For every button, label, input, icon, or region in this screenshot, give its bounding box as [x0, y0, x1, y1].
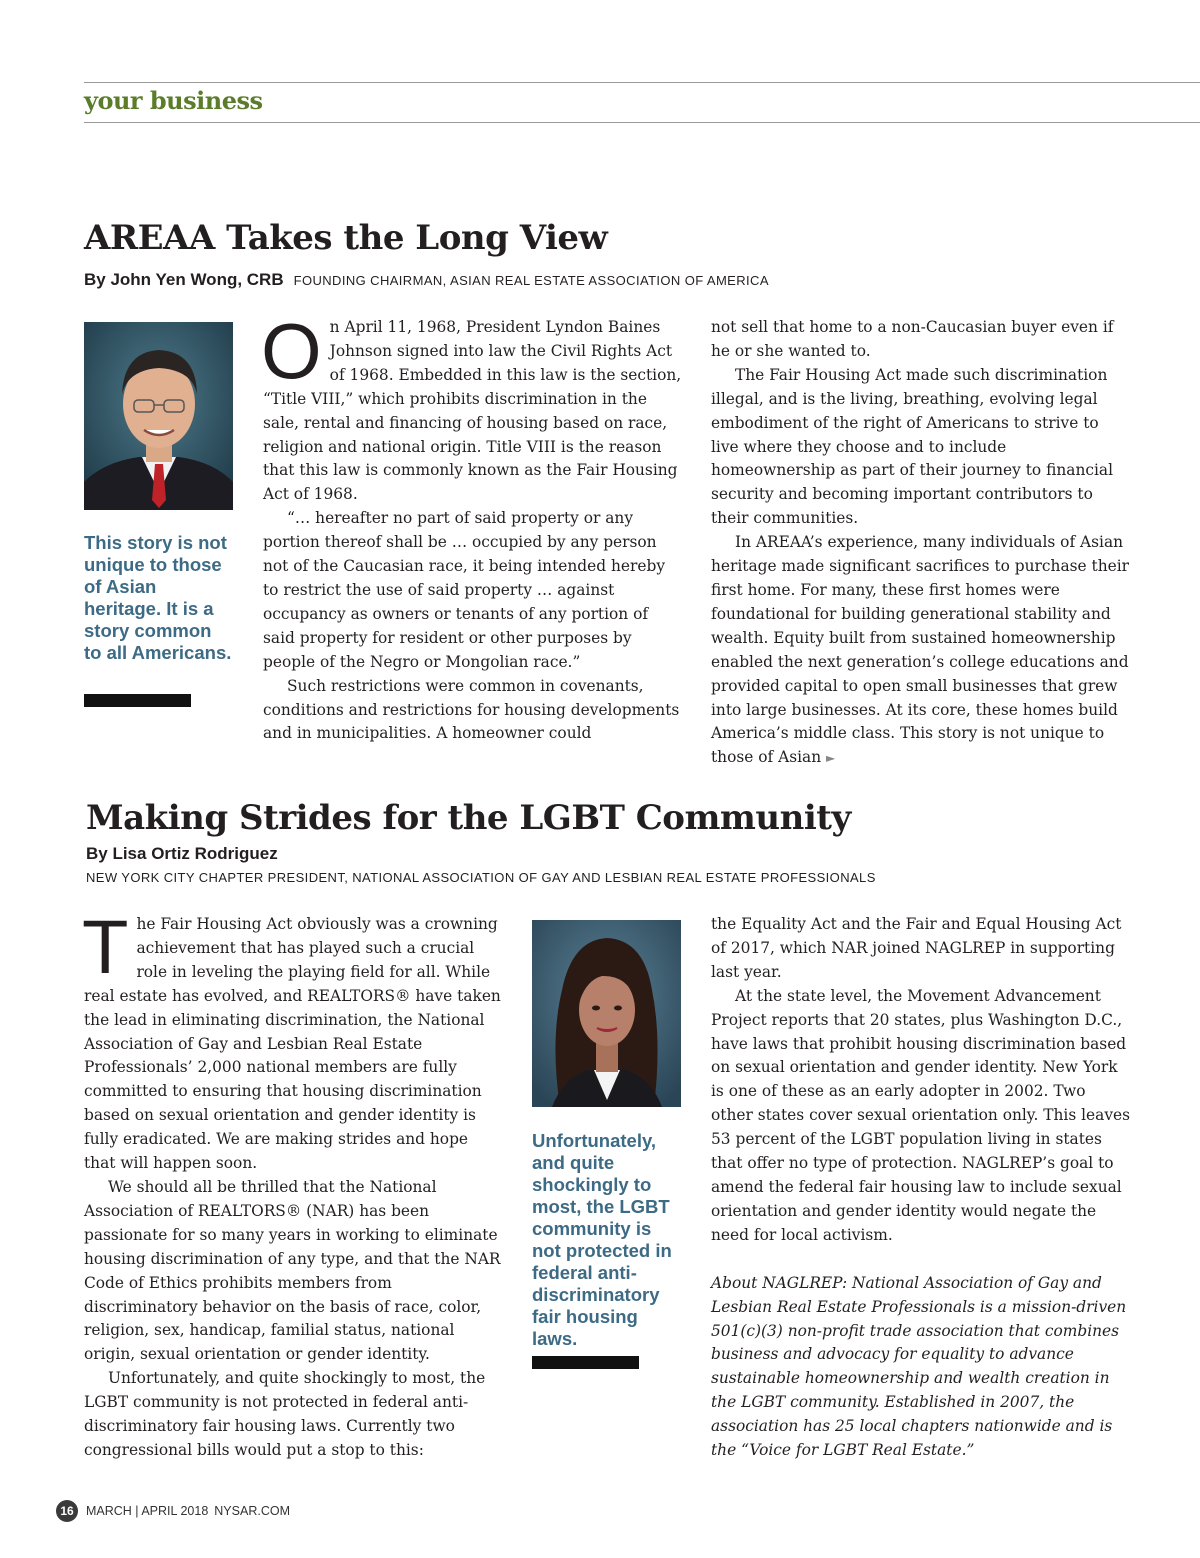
- article2-about-naglrep: About NAGLREP: National Association of Gay and Lesbian Real Estate Professionals is a mission-driven 501(c)(3) non-profit trade association that combines business and advocacy for equality to advance sustainable homeownership and wealth creation in the LGBT community. Established in 2007, the association has 25 local chapters nationwide and is the “Voice for LGBT Real Estate.”: [711, 1273, 1127, 1460]
- article1-pull-quote: This story is not unique to those of Asian heritage. It is a story common to all Americans.: [84, 532, 232, 663]
- article1-drop-cap: O: [261, 307, 322, 395]
- article2-column-2: [711, 913, 1131, 1463]
- article2-author-title: NEW YORK CITY CHAPTER PRESIDENT, NATIONAL ASSOCIATION OF GAY AND LESBIAN REAL ESTATE PROFESSIONALS: [86, 870, 876, 885]
- article2-column-1: [82, 905, 504, 1463]
- section-label: your business: [84, 86, 263, 115]
- article2-col1-paragraph-3: Unfortunately, and quite shockingly to most, the LGBT community is not protected in federal anti-discriminatory fair housing laws. Currently two congressional bills would put a stop to this:: [84, 1369, 486, 1459]
- article2-col1-paragraph-1: he Fair Housing Act obviously was a crowning achievement that has played such a crucial role in leveling the playing field for all. While real estate has evolved, and REALTORS® have taken the lead in eliminating discrimination, the National Association of Gay and Lesbian Real Estate Professionals’ 2,000 national members are fully committed to ensuring that housing discrimination based on sexual orientation and gender identity is fully eradicated. We are making strides and hope that will happen soon.: [84, 915, 501, 1173]
- site-url: NYSAR.COM: [214, 1504, 290, 1518]
- author-photo-lisa-ortiz-rodriguez: [532, 920, 681, 1107]
- article2-col1-paragraph-2: We should all be thrilled that the National Association of REALTORS® (NAR) has been passionate for so many years in working to eliminate housing discrimination of any type, and that the NAR Code of Ethics prohibits members from discriminatory behavior on the basis of race, color, religion, sex, handicap, familial status, national origin, sexual orientation or gender identity.: [84, 1177, 501, 1364]
- article2-col2-paragraph-1: the Equality Act and the Fair and Equal Housing Act of 2017, which NAR joined NAGLREP in supporting last year.: [711, 915, 1122, 981]
- article1-col2-paragraph-2: The Fair Housing Act made such discrimination illegal, and is the living, breathing, evolving legal embodiment of the right of Americans to strive to live where they choose and to include homeownership as part of their journey to financial security and becoming important contributors to their communities.: [711, 365, 1113, 528]
- page-number: 16: [56, 1500, 78, 1522]
- article2-pull-quote-bar: [532, 1356, 639, 1369]
- top-rule: [84, 82, 1200, 83]
- continue-arrow-icon: ►: [826, 751, 836, 766]
- article2-author: By Lisa Ortiz Rodriguez: [86, 844, 278, 863]
- article1-pull-quote-bar: [84, 694, 191, 707]
- article1-col2-paragraph-3: In AREAA’s experience, many individuals of Asian heritage made significant sacrifices to purchase their first home. For many, these first homes were foundational for building generational stability and wealth. Equity built from sustained homeownership enabled the next generation’s college educations and provided capital to open small businesses that grew into large businesses. At its core, these homes build America’s middle class. This story is not unique to those of Asian: [711, 533, 1130, 767]
- article2-pull-quote: Unfortunately, and quite shockingly to most, the LGBT community is not protected in federal anti-discriminatory fair housing laws.: [532, 1130, 672, 1349]
- issue-date: MARCH | APRIL 2018: [86, 1504, 209, 1518]
- section-rule: [84, 122, 1200, 123]
- article2-col2-paragraph-2: At the state level, the Movement Advancement Project reports that 20 states, plus Washington D.C., have laws that prohibit housing discrimination based on sexual orientation and gender identity. New York is one of these as an early adopter in 2002. Two other states cover sexual orientation only. This leaves 53 percent of the LGBT population living in states that offer no type of protection. NAGLREP’s goal to amend the federal fair housing law to include sexual orientation and gender identity would negate the need for local activism.: [711, 986, 1131, 1244]
- article2-drop-cap: T: [82, 905, 129, 990]
- page-footer: [56, 1500, 290, 1522]
- article1-author: By John Yen Wong, CRB: [84, 270, 284, 289]
- article1-col1-paragraph-1: n April 11, 1968, President Lyndon Baines Johnson signed into law the Civil Rights Act of 1968. Embedded in this law is the section, “Title VIII,” which prohibits discrimination in the sale, rental and financing of housing based on race, religion and national origin. Title VIII is the reason that this law is commonly known as the Fair Housing Act of 1968.: [263, 318, 682, 504]
- article1-col2-paragraph-1: not sell that home to a non-Caucasian buyer even if he or she wanted to.: [711, 318, 1114, 360]
- article1-col1-paragraph-3: Such restrictions were common in covenants, conditions and restrictions for housing developments and in municipalities. A homeowner could: [263, 676, 680, 743]
- article1-author-title: FOUNDING CHAIRMAN, ASIAN REAL ESTATE ASSOCIATION OF AMERICA: [293, 273, 769, 288]
- article1-title: AREAA Takes the Long View: [84, 218, 608, 258]
- article1-byline: [84, 270, 769, 290]
- author-photo-john-yen-wong: [84, 322, 233, 510]
- article1-column-1: [261, 307, 683, 746]
- article2-title: Making Strides for the LGBT Community: [86, 798, 851, 838]
- article1-col1-paragraph-2: “… hereafter no part of said property or any portion thereof shall be … occupied by any person not of the Caucasian race, it being intended hereby to restrict the use of said property … against occupancy as owners or tenants of any portion of said property for resident or other purposes by people of the Negro or Mongolian race.”: [263, 509, 666, 671]
- article1-column-2: [711, 316, 1129, 771]
